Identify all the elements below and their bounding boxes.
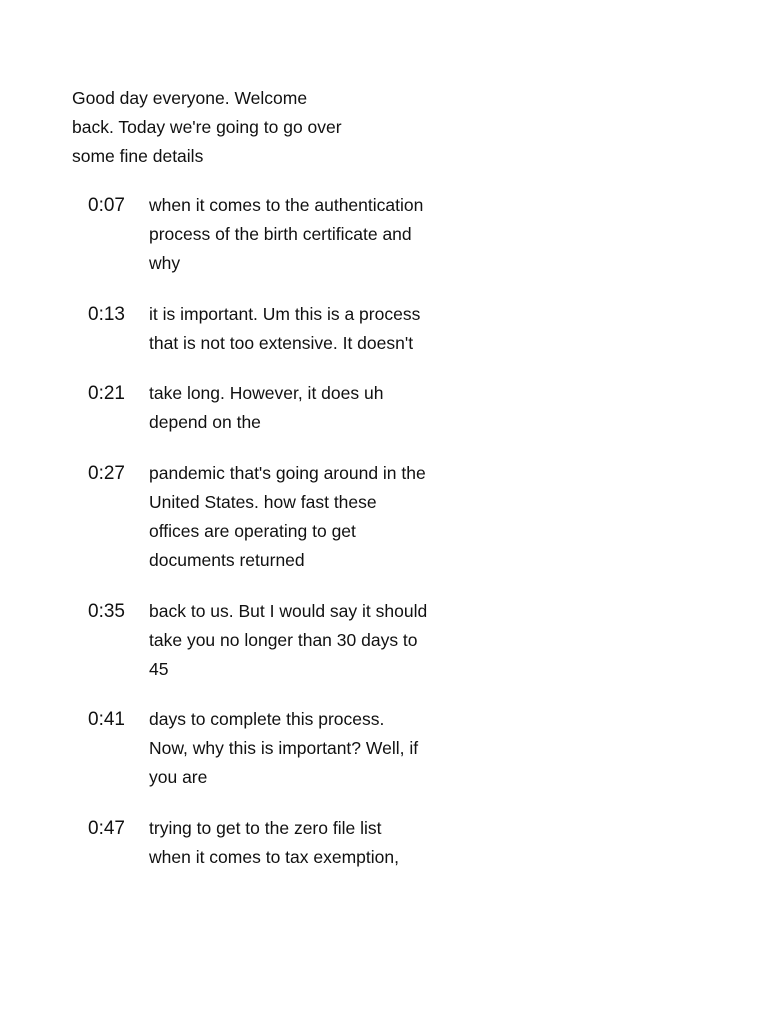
segment-line: take you no longer than 30 days to [149,630,418,650]
segment-text [149,597,469,684]
intro-line: Good day everyone. Welcome [72,88,308,108]
segment-line: pandemic that's going around in the [149,463,426,483]
transcript-intro [72,84,372,171]
segment-line: why [149,253,181,273]
segment-line: process of the birth certificate and [149,224,412,244]
segment-line: days to complete this process. [149,709,385,729]
segment-line: you are [149,767,208,787]
segment-line: when it comes to the authentication [149,195,424,215]
intro-line: back. Today we're going to go over [72,117,342,137]
segment-text [149,814,469,872]
segment-text [149,300,469,358]
segment-line: Now, why this is important? Well, if [149,738,419,758]
segment-line: trying to get to the zero file list [149,818,382,838]
segment-timestamp: 0:35 [88,601,125,622]
segment-line: that is not too extensive. It doesn't [149,333,414,353]
segment-timestamp: 0:27 [88,463,125,484]
segment-line: it is important. Um this is a process [149,304,421,324]
segment-line: 45 [149,659,169,679]
segment-timestamp: 0:21 [88,383,125,404]
segment-line: back to us. But I would say it should [149,601,428,621]
segment-text [149,379,469,437]
segment-line: offices are operating to get [149,521,356,541]
intro-line: some fine details [72,146,204,166]
segment-text [149,459,469,575]
segment-line: documents returned [149,550,305,570]
segment-timestamp: 0:07 [88,195,125,216]
segment-line: take long. However, it does uh [149,383,384,403]
segment-text [149,705,469,792]
segment-line: depend on the [149,412,261,432]
segment-timestamp: 0:47 [88,818,125,839]
segment-line: when it comes to tax exemption, [149,847,399,867]
segment-timestamp: 0:41 [88,709,125,730]
segment-line: United States. how fast these [149,492,377,512]
segment-text [149,191,469,278]
segment-timestamp: 0:13 [88,304,125,325]
